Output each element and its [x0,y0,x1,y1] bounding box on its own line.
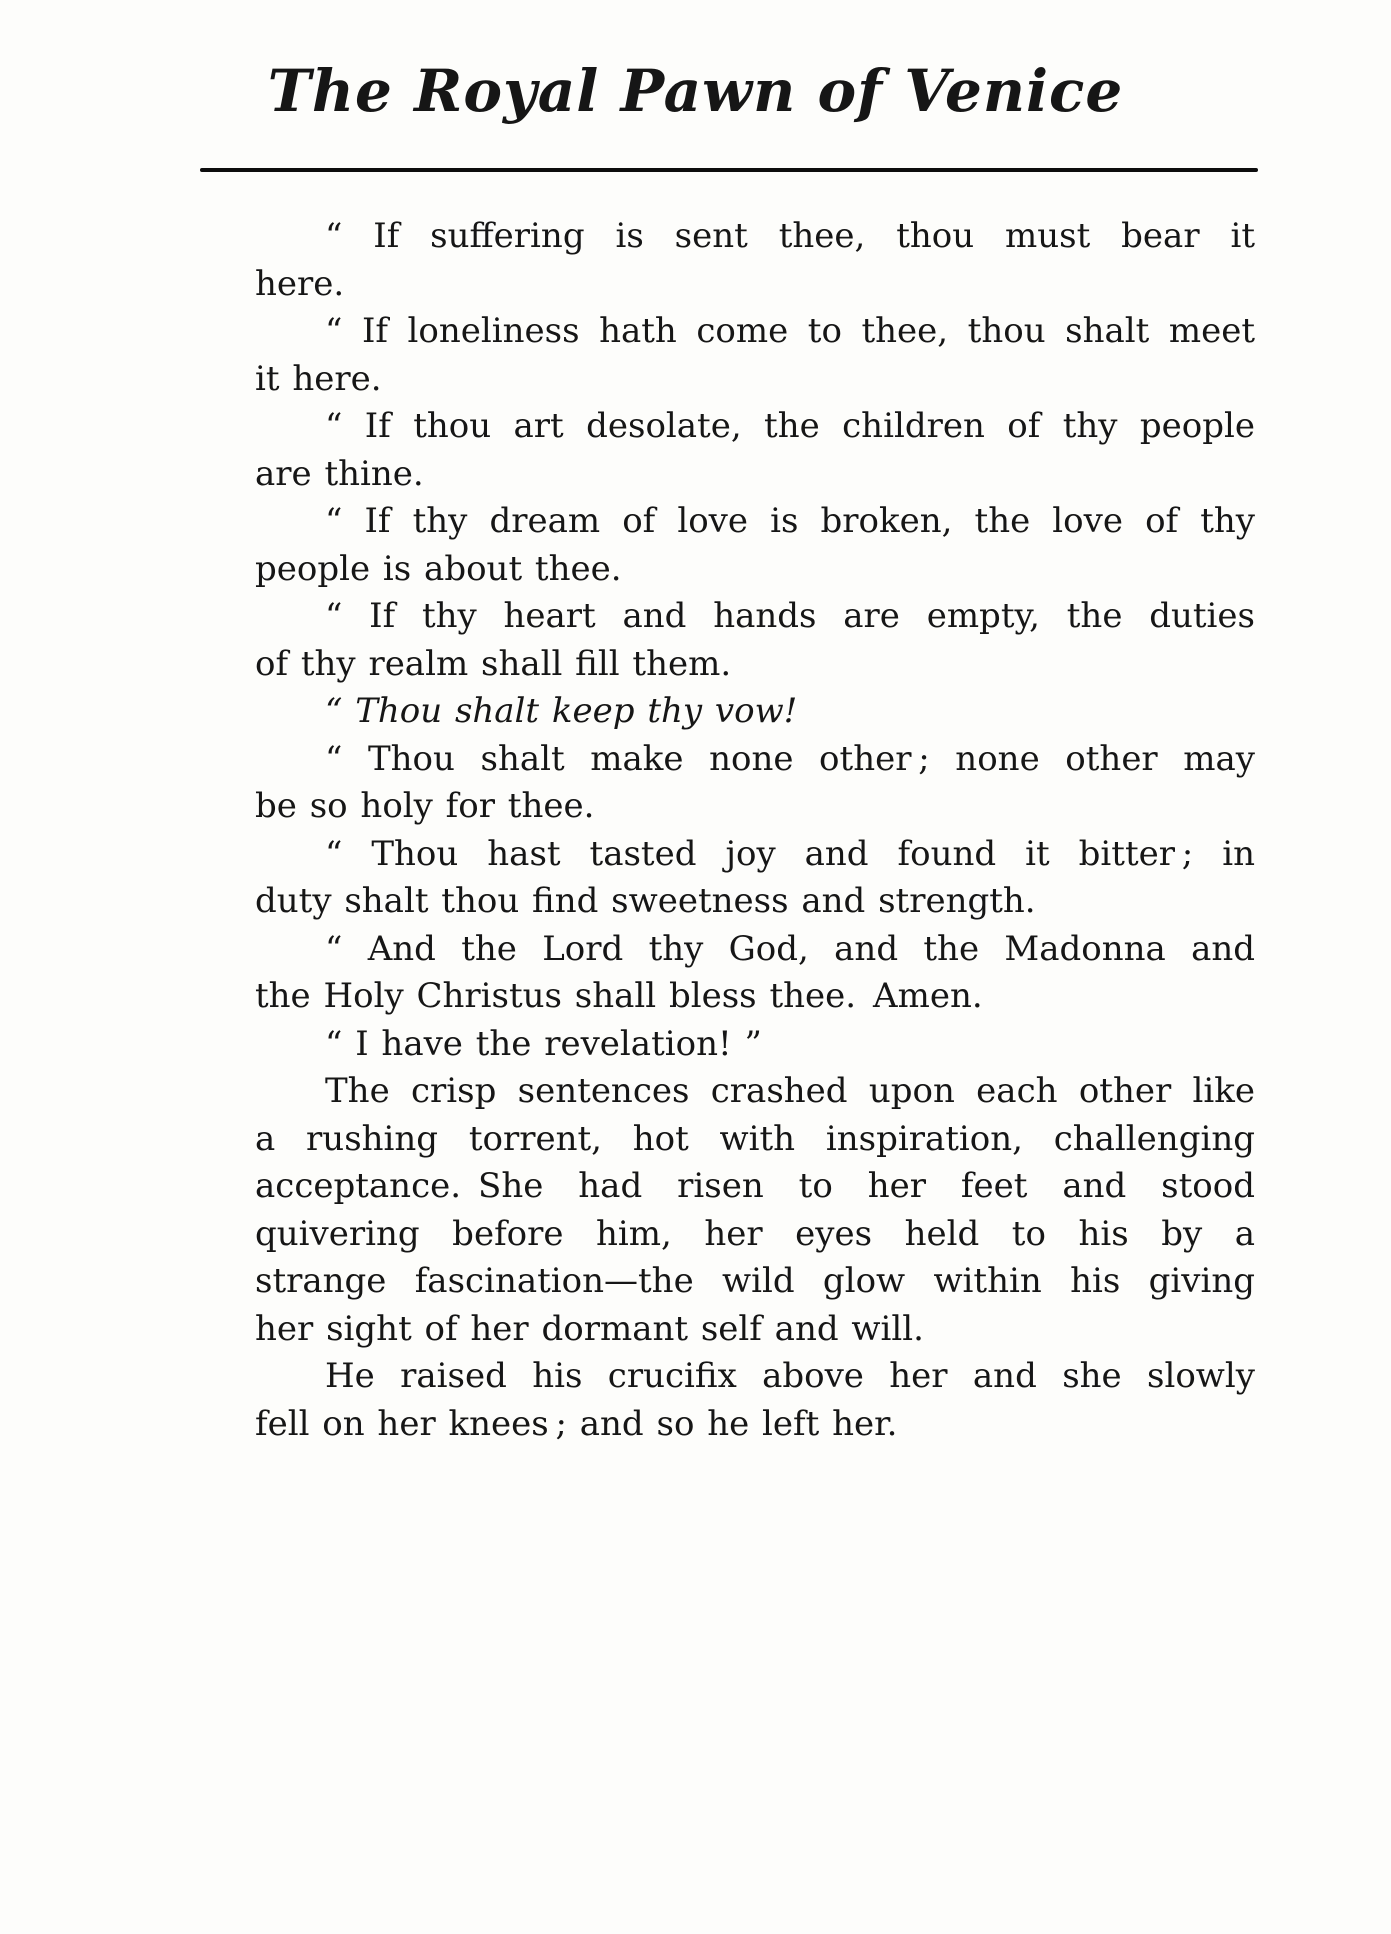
text-line: “ I have the revelation! ” [325,1023,762,1064]
text-line: be so holy for thee. [255,786,595,826]
text-line: fell on her knees ; and so he left her. [255,1403,898,1444]
page-title: The Royal Pawn of Venice [267,57,1124,125]
text-line: “ Thou hast tasted joy and found it bitter ; in [325,833,1255,874]
text-line: The crisp sentences crashed upon each other like [325,1071,1255,1111]
text-line: “ If thy heart and hands are empty, the duties [325,596,1255,636]
body-text [255,213,1255,1448]
text-line: here. [255,263,345,304]
text-line: it here. [255,358,382,399]
text-line: are thine. [255,453,424,494]
text-line: He raised his crucifix above her and she slowly [325,1356,1255,1396]
text-line: “ If thou art desolate, the children of thy people [325,406,1255,446]
text-line: “ If loneliness hath come to thee, thou shalt meet [325,311,1255,351]
text-line: duty shalt thou find sweetness and strength. [255,881,1036,921]
text-line: the Holy Christus shall bless thee. Amen. [255,976,983,1016]
text-line: people is about thee. [255,548,622,589]
header-rule [200,168,1258,172]
text-line: “ And the Lord thy God, and the Madonna and [325,928,1255,969]
text-line: her sight of her dormant self and will. [255,1308,924,1349]
text-line: “ Thou shalt make none other ; none other may [325,738,1255,779]
text-line: “ If thy dream of love is broken, the love of thy [325,501,1255,541]
text-line: a rushing torrent, hot with inspiration, challenging [255,1118,1255,1159]
text-line: quivering before him, her eyes held to his by a [255,1213,1255,1254]
text-line: of thy realm shall fill them. [255,643,732,684]
text-line: “ If suffering is sent thee, thou must bear it [325,216,1255,256]
text-line: “ Thou shalt keep thy vow! [325,691,798,731]
text-line: acceptance. She had risen to her feet and stood [255,1166,1255,1206]
text-line: strange fascination—the wild glow within his giving [255,1261,1255,1301]
